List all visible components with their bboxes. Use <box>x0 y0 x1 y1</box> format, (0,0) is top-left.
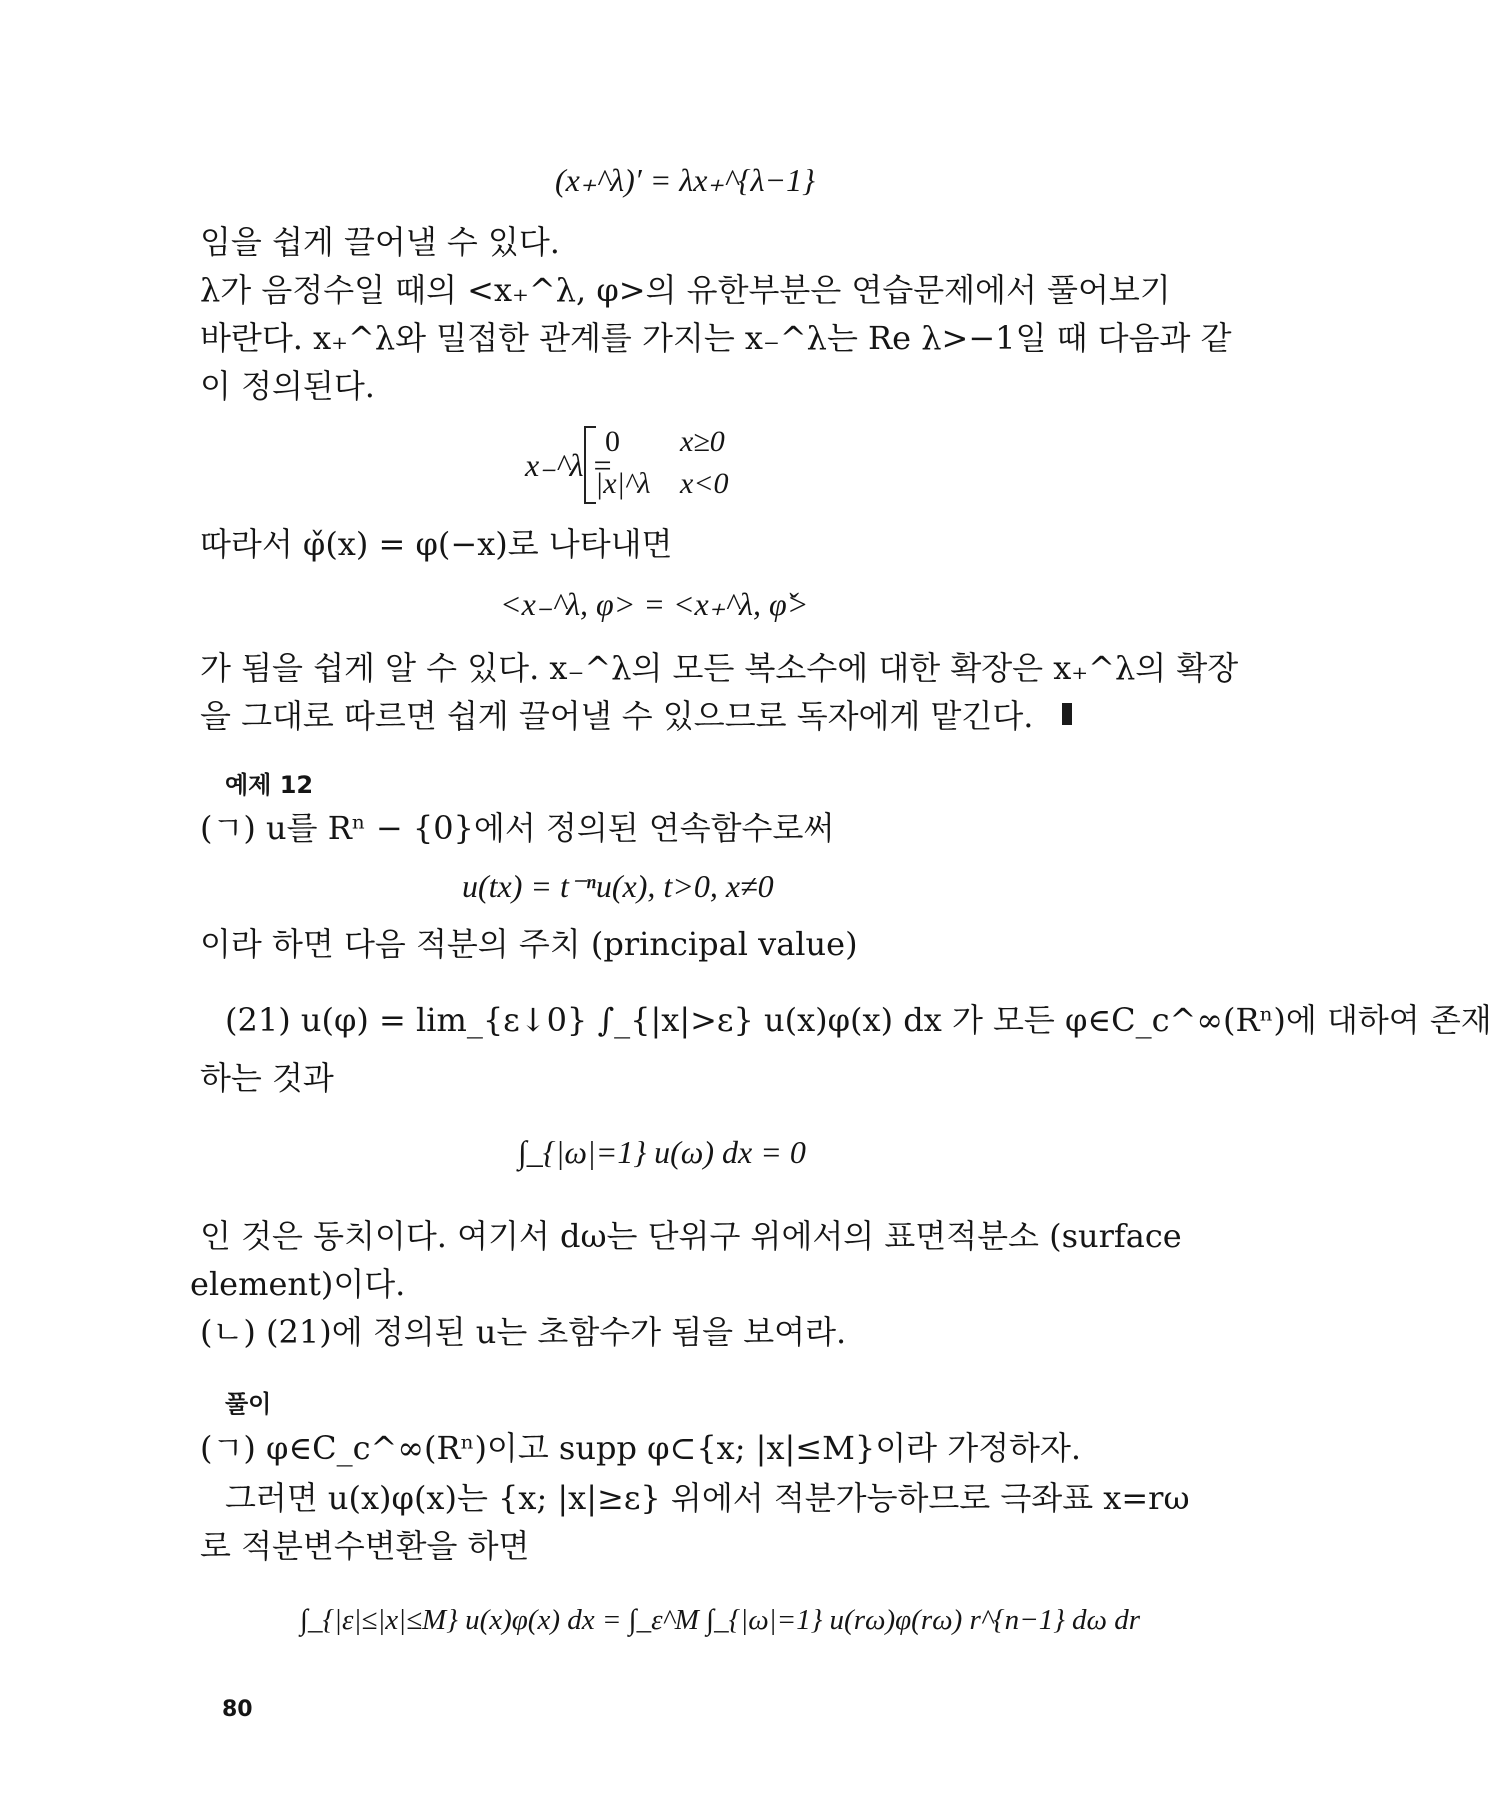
example-line: 인 것은 동치이다. 여기서 dω는 단위구 위에서의 표면적분소 (surface <box>200 1217 1182 1255</box>
example-line: (ㄴ) (21)에 정의된 u는 초함수가 됨을 보여라. <box>200 1313 847 1351</box>
page-number: 80 <box>222 1697 253 1722</box>
top-equation: (x₊^λ)′ = λx₊^{λ−1} <box>555 162 815 198</box>
paragraph-line: 따라서 φ̌(x) = φ(−x)로 나타내면 <box>200 525 673 563</box>
example-heading: 예제 12 <box>225 771 314 799</box>
paragraph-line: 바란다. x₊^λ와 밀접한 관계를 가지는 x₋^λ는 Re λ>−1일 때 다음과 같 <box>200 319 1232 357</box>
piecewise-row2-value: |x|^λ <box>595 467 651 500</box>
solution-line: 로 적분변수변환을 하면 <box>200 1527 530 1565</box>
paragraph-line: 을 그대로 따르면 쉽게 끌어낼 수 있으므로 독자에게 맡긴다. <box>200 697 1034 735</box>
example-line: 이라 하면 다음 적분의 주치 (principal value) <box>200 925 858 963</box>
piecewise-row1-value: 0 <box>605 425 620 458</box>
equation-homogeneous: u(tx) = t⁻ⁿu(x), t>0, x≠0 <box>462 868 774 904</box>
solution-line: (ㄱ) φ∈C_c^∞(Rⁿ)이고 supp φ⊂{x; |x|≤M}이라 가정하자. <box>200 1429 1082 1467</box>
equation-sphere-integral: ∫_{|ω|=1} u(ω) dx = 0 <box>518 1134 806 1170</box>
qed-mark <box>1062 703 1072 725</box>
paragraph-line: 임을 쉽게 끌어낼 수 있다. <box>200 223 560 261</box>
paragraph-line: 가 됨을 쉽게 알 수 있다. x₋^λ의 모든 복소수에 대한 확장은 x₊^λ의 확장 <box>200 649 1239 687</box>
example-line: element)이다. <box>190 1265 406 1303</box>
solution-heading: 풀이 <box>225 1390 272 1418</box>
piecewise-lhs: x₋^λ = <box>525 447 614 483</box>
equation-polar: ∫_{|ε|≤|x|≤M} u(x)φ(x) dx = ∫_ε^M ∫_{|ω|=1} u(rω)φ(rω) r^{n−1} dω dr <box>300 1604 1141 1636</box>
example-line: (ㄱ) u를 Rⁿ − {0}에서 정의된 연속함수로써 <box>200 809 835 847</box>
solution-line: 그러면 u(x)φ(x)는 {x; |x|≥ε} 위에서 적분가능하므로 극좌표 x=rω <box>225 1479 1190 1517</box>
paragraph-line: 이 정의된다. <box>200 367 375 405</box>
paragraph-line: λ가 음정수일 때의 <x₊^λ, φ>의 유한부분은 연습문제에서 풀어보기 <box>200 271 1171 309</box>
example-line: 하는 것과 <box>200 1059 334 1097</box>
equation-pairing: <x₋^λ, φ> = <x₊^λ, φ̌> <box>500 586 809 622</box>
equation-21-line: (21) u(φ) = lim_{ε↓0} ∫_{|x|>ε} u(x)φ(x) dx 가 모든 φ∈C_c^∞(Rⁿ)에 대하여 존재 <box>225 1001 1492 1039</box>
piecewise-row1-condition: x≥0 <box>680 425 725 458</box>
piecewise-row2-condition: x<0 <box>680 467 729 500</box>
